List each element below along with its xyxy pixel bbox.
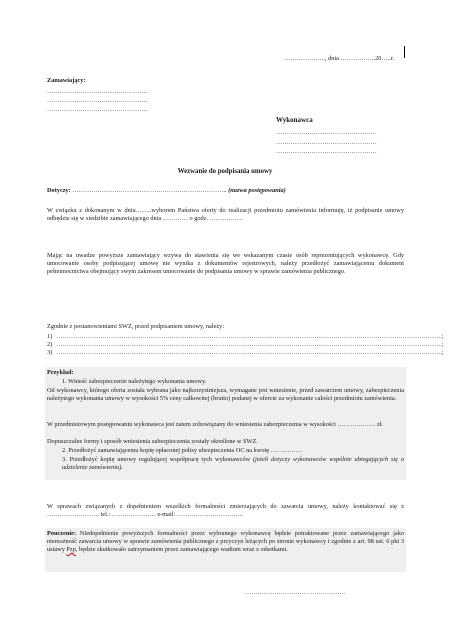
paragraph-representation: Mając na uwadze powyższe zamawiający wzywa do stawienia się we wskazanym czasie osób reprezentujących wykonawcę. Gdy umocowanie osoby podpisującej umowę nie wynika z dokumentów rejestrowych, należy przedłożyć zamawiającemu dokument pełnomocnictwa obejmujący swym zakresem umocowanie do podpisania umowy w sprawie zamówienia publicznego. <box>47 252 404 276</box>
swz-intro: Zgodnie z postanowieniami SWZ, przed podpisaniem umowy, należy: <box>47 323 225 330</box>
subject-line <box>47 187 407 195</box>
subject-name: (nazwa postępowania) <box>228 187 286 194</box>
instruction-label: Pouczenie: <box>47 530 77 537</box>
example-label: Przykład: <box>47 369 74 376</box>
place-date-line[interactable]: ……………….., dnia ……………..20…..r. <box>284 55 395 62</box>
subject-dots[interactable]: ……………………………………………………………….. <box>70 187 229 194</box>
swz-item-dots[interactable]: ………………………………………………………………………………………………………………………………………………………………….; <box>56 349 444 357</box>
document-title: Wezwanie do podpisania umowy <box>177 168 273 175</box>
swz-item-number: 2) <box>47 341 53 349</box>
swz-item-dots[interactable]: ………………………………………………………………………………………………………………………………………………………………….; <box>56 333 444 340</box>
example-item-3-text: 3. Przedłożyć kopię umowy regulującej współpracę tych wykonawców <box>62 456 253 463</box>
ordering-party-label: Zamawiający: <box>47 77 86 84</box>
example-item-1: 1. Wnieść zabezpieczenie należytego wykonania umowy. <box>62 378 207 385</box>
swz-item-number: 1) <box>47 333 53 340</box>
subject-label: Dotyczy: <box>47 187 71 194</box>
example-item-3-note: (jeżeli dotyczy wykonawców wspólnie ubiegających się o udzielenie zamówienia). <box>62 456 404 472</box>
instruction-text: Niedopełnienie powyższych formalności przez wybranego wykonawcę będzie potraktowane przez zamawiającego jako niemożność zawarcia umowy w sprawie zamówienia publicznego z przyczyn leżących po stronie wykonawcy i zgodnie z art. 98 ust. 6 pkt 3 ustawy <box>47 530 404 554</box>
paragraph-selection: W związku z dokonanym w dniu……..wyborem Państwa oferty do realizacji przedmiotu zamówienia informuję, iż podpisanie umowy odbędzie się w siedzibie zamawiającego dnia ………… o godz. ……………. <box>47 207 404 223</box>
contractor-label: Wykonawca <box>276 116 313 124</box>
swz-item-dots[interactable]: ………………………………………………………………………………………………………………………………………………………………….; <box>56 341 444 349</box>
instruction-pzp: Pzp <box>66 546 76 554</box>
swz-item[interactable] <box>47 349 444 357</box>
example-item-2: 2. Przedłożyć zamawiającemu kopię opłaconej polisy ubezpieczenia OC na kwotę …………… <box>62 447 303 454</box>
contractor-line-1[interactable]: ………………………………………… <box>276 129 377 136</box>
instruction-text-end: , będzie skutkowało zatrzymaniem przez zamawiającego wadium wraz z odsetkami. <box>75 546 288 554</box>
swz-list <box>47 333 444 357</box>
contractor-line-3[interactable]: ………………………………………… <box>276 148 377 155</box>
example-paragraph-1: Od wykonawcy, którego oferta została wybrana jako najkorzystniejsza, wymagane jest wniesienie, przed zawarciem umowy, zabezpieczenia należytego wykonania umowy w wysokości 5% ceny całkowitej (brutto) podanej w ofercie za wykonanie całości przedmiotu zamówienia. <box>47 387 404 403</box>
swz-item-number: 3) <box>47 349 53 357</box>
ordering-party-line-3[interactable]: ………………………………………… <box>47 106 148 113</box>
example-item-3 <box>62 456 404 472</box>
contact-paragraph: W sprawach związanych z dopełnieniem wszelkich formalności zmierzających do zawarcia umowy, należy kontaktować się z ……………………. tel.: ………………… e-mail: ………………………….. <box>47 503 404 519</box>
swz-item[interactable] <box>47 333 444 341</box>
contractor-line-2[interactable]: ………………………………………… <box>276 139 377 146</box>
swz-item[interactable] <box>47 341 444 349</box>
ordering-party-line-2[interactable]: ………………………………………… <box>47 97 148 104</box>
signature-line[interactable]: ………………………………………… <box>245 589 346 596</box>
example-paragraph-2: W przedmiotowym postępowaniu wykonawca jest zatem zobowiązany do wniesienia zabezpieczenia w wysokości ……………… zł. <box>47 421 383 428</box>
instruction-paragraph <box>47 530 404 554</box>
ordering-party-line-1[interactable]: ………………………………………… <box>47 88 148 95</box>
example-paragraph-3: Dopuszczalne formy i sposób wniesienia zabezpieczenia zostały określone w SWZ. <box>47 438 258 445</box>
